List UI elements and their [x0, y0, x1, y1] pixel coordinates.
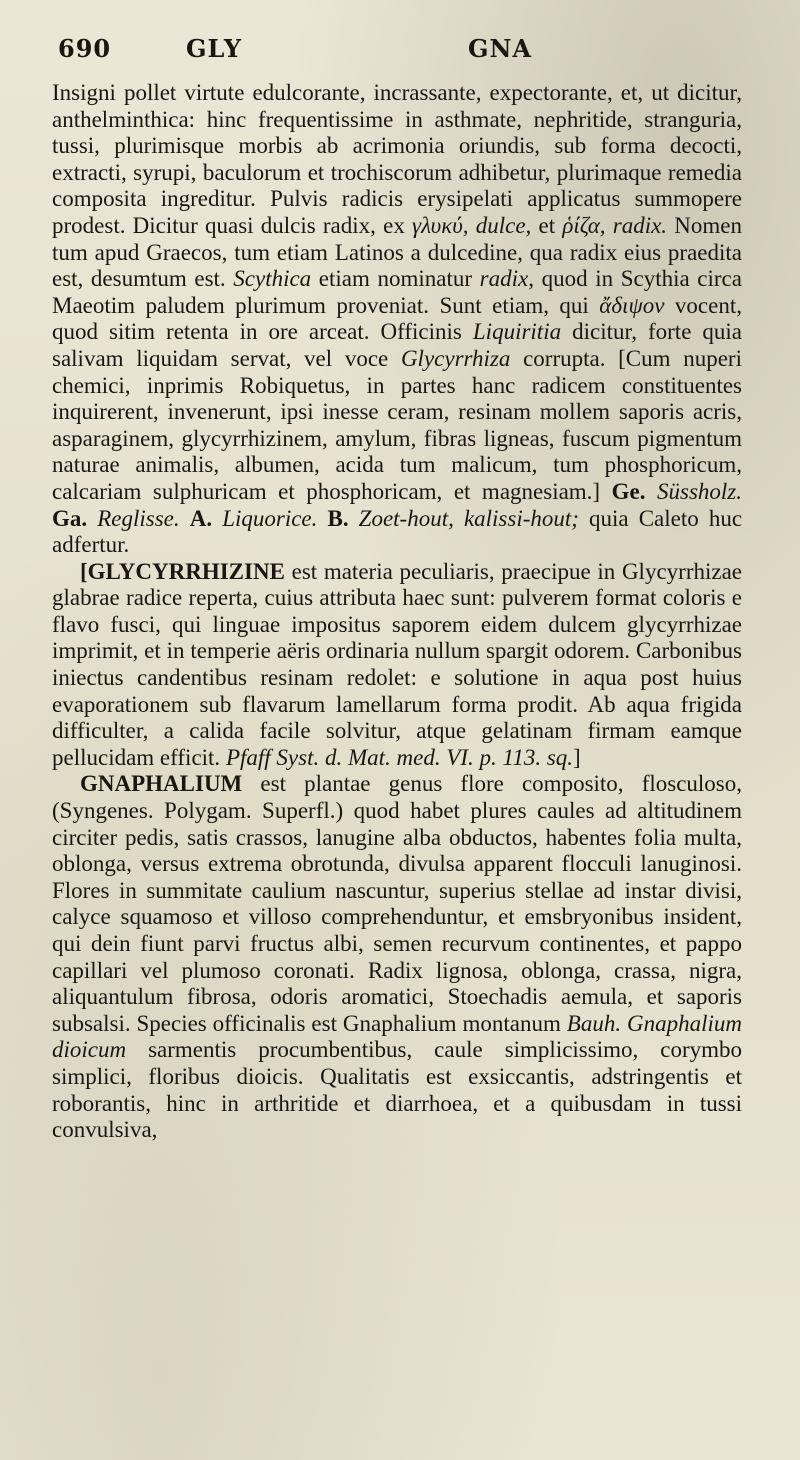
text-run: B.	[327, 505, 359, 531]
text-run: Zoet-hout, kalissi-hout;	[358, 505, 579, 531]
text-run: Insigni pollet virtute edulcorante, incrassante, expectorante, et, ut dicitur, anthelminthica: hinc frequentissime in asthmate, nephritide, stranguria, tussi, plurimisque morbis ab acrimonia oriundis, sub forma decocti, extracti, syrupi, baculorum et trochiscorum adhibetur, plurimaque remedia composita ingreditur. Pulvis radicis erysipelati applicatus summopere prodest. Dicitur quasi dulcis radix, ex	[52, 80, 742, 238]
page-number: 690	[58, 34, 112, 63]
text-run: vocent, quod sitim retenta in ore arceat. Officinis	[52, 292, 742, 345]
text-run: dicitur, forte quia salivam liquidam servat, vel voce	[52, 319, 743, 371]
text-run: , quod in Scythia circa Maeotim paludem plurimum proveniat. Sunt etiam, qui	[52, 266, 742, 318]
text-run: radix	[479, 266, 529, 292]
text-run: Ge.	[611, 478, 657, 504]
text-run: ]	[573, 744, 581, 770]
text-run: est plantae genus flore composito, flosculoso, (Syngenes. Polygam. Superfl.) quod habet plures caules ad altitudinem circiter pedis, satis crassos, lanugine alba obductos, habentes folia multa, oblonga, versus extrema obrotunda, divulsa apparent flocculi lanuginosi. Flores in summitate caulium nascuntur, superius stellae ad instar divisi, calyce squamoso et villoso comprehenduntur, et emsbryonibus insident, qui dein fiunt parvi fructus albi, semen recurvum continentes, et pappo capillari vel plumoso coronati. Radix lignosa, oblonga, crassa, nigra, aliquantulum fibrosa, odoris aromatici, Stoechadis aemula, et saporis subsalsi. Species officinalis est Gnaphalium montanum	[52, 771, 742, 1036]
paragraph-glycyrrhizine	[52, 559, 742, 772]
page-header	[58, 34, 698, 74]
text-run: [GLYCYRRHIZINE	[80, 558, 285, 584]
text-run: corrupta. [Cum nuperi chemici, inprimis Robiquetus, in partes hanc radicem constituentes inquirerent, invenerunt, ipsi inesse ceram, resinam mollem saporis acris, asparaginem, glycyrrhizinem, amylum, fibras ligneas, fuscum pigmentum naturae animalis, albumen, acida tum malicum, tum phosphoricum, calcariam sulphuricam et phosphoricam, et magnesiam.]	[52, 345, 742, 504]
text-run: A.	[189, 505, 223, 531]
text-run: sarmentis procumbentibus, caule simplicissimo, corymbo simplici, floribus dioicis. Qualitatis est exsiccantis, adstringentis et roborantis, hinc in arthritide et diarrhoea, et a quibusdam in tussi convulsiva,	[52, 1037, 742, 1143]
text-run: quia Caleto huc adfertur.	[52, 505, 743, 558]
text-run: et	[531, 212, 563, 238]
running-head-right: GNA	[468, 34, 533, 63]
paragraph-glycyrrhiza-uses	[52, 80, 742, 559]
text-run: Gnaphalium dioicum	[52, 1010, 743, 1063]
text-run: Nomen tum apud Graecos, tum etiam Latinos a dulcedine, qua radix eius praedita est, desumtum est.	[52, 212, 742, 292]
text-run: Pfaff Syst. d. Mat. med. VI. p. 113. sq.	[225, 744, 574, 770]
text-run	[180, 506, 190, 531]
text-run: etiam nominatur	[311, 266, 480, 292]
text-run	[317, 506, 327, 531]
text-run: Ga.	[52, 505, 98, 531]
text-run: est materia peculiaris, praecipue in Glycyrrhizae glabrae radice reperta, cuius attributa haec sunt: pulverem format coloris e flavo fusci, qui linguae impositus saporem eidem dulcem glycyrrhizae imprimit, et in temperie aëris ordinaria nullum spargit odorem. Carbonibus iniectus candentibus resinam redolet: e solutione in aqua post huius evaporationem sub flavarum lamellarum forma prodit. Ab aqua frigida difficulter, a calida facile solvitur, atque gelatinam firmam eamque pellucidam efficit.	[52, 558, 742, 770]
text-run: ἄδιψον	[599, 292, 665, 318]
text-run: Süssholz.	[657, 478, 742, 504]
body-text	[52, 80, 742, 1144]
paragraph-gnaphalium	[52, 771, 742, 1143]
text-run: Liquiritia	[472, 319, 562, 345]
text-run: Reglisse.	[97, 505, 180, 531]
text-run: Bauh.	[566, 1010, 622, 1036]
text-run: Glycyrrhiza	[400, 345, 511, 371]
text-run: Scythica	[233, 266, 312, 292]
text-run: GNAPHALIUM	[80, 771, 243, 797]
text-run: γλυκύ, dulce,	[412, 212, 532, 238]
text-run: ῥίζα, radix.	[562, 212, 668, 238]
running-head-left: GLY	[186, 34, 242, 63]
text-run: Liquorice.	[222, 505, 318, 531]
